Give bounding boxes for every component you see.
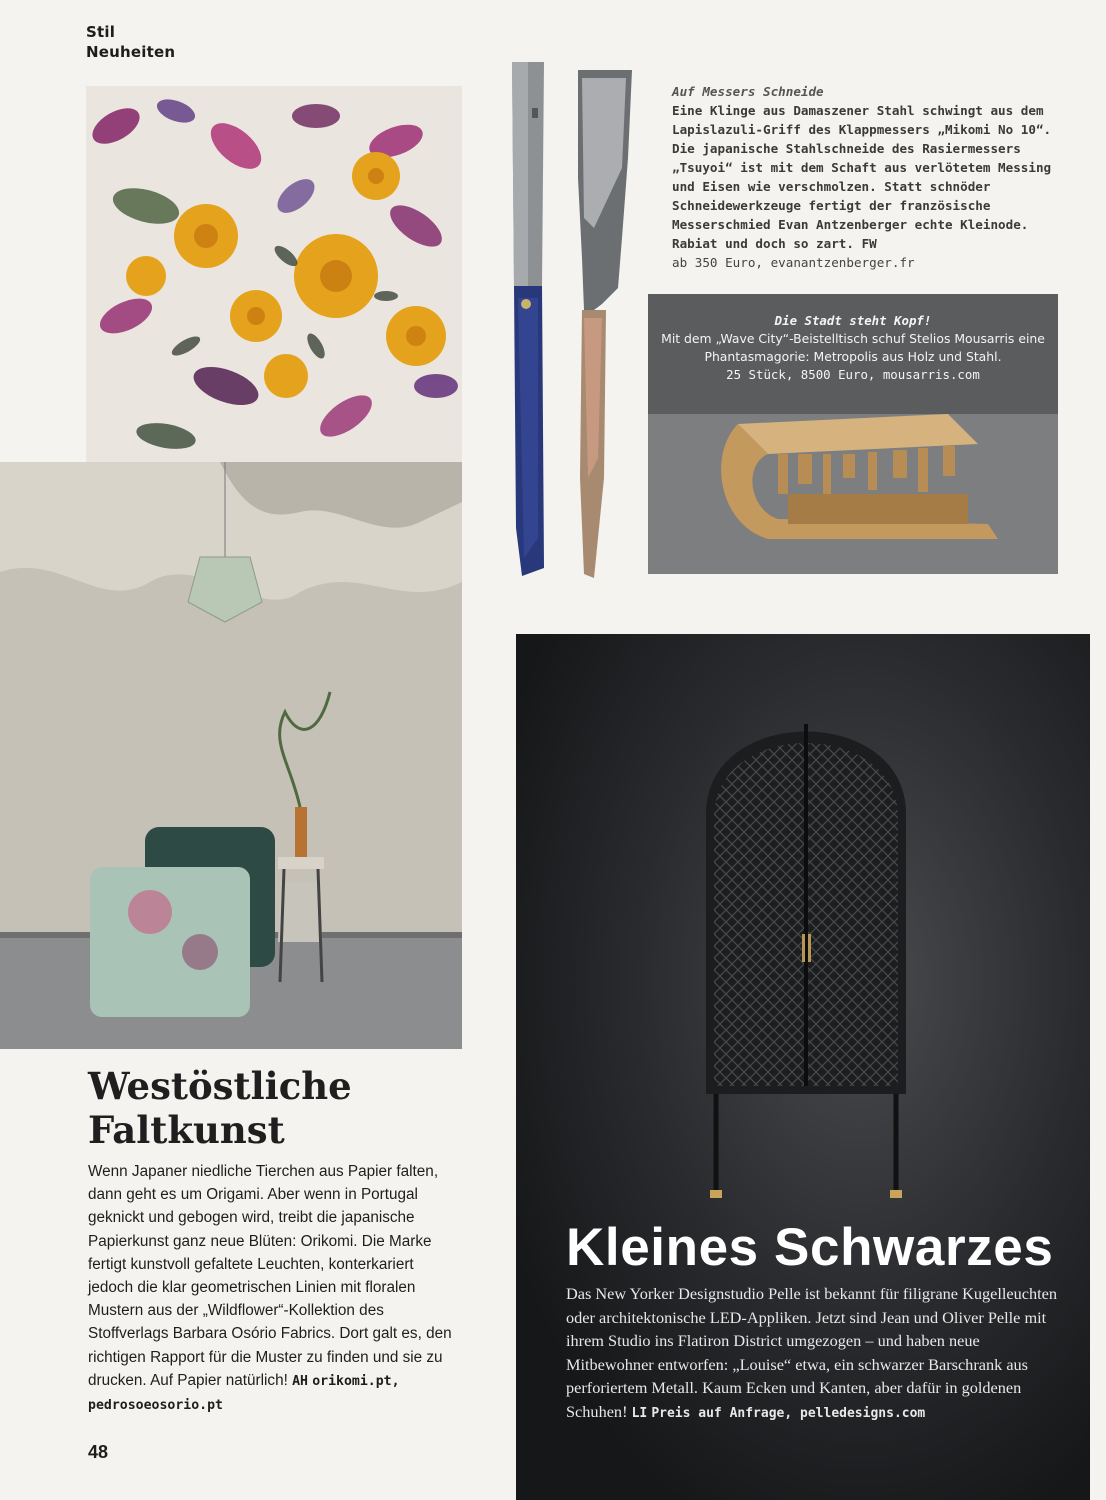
origami-headline-line2: Faltkunst: [88, 1108, 285, 1152]
knives-caption-title: Auf Messers Schneide: [672, 84, 824, 99]
cabinet-body: [566, 1282, 1066, 1426]
table-caption-meta: 25 Stück, 8500 Euro, mousarris.com: [726, 367, 980, 382]
origami-meta: orikomi.pt, pedrosoeosorio.pt: [88, 1373, 400, 1414]
origami-author: AH: [292, 1373, 308, 1389]
cabinet-meta: Preis auf Anfrage, pelledesigns.com: [651, 1405, 926, 1421]
origami-headline-line1: Westöstliche: [88, 1064, 352, 1108]
knives-photo: [498, 58, 638, 580]
knives-caption-body: [672, 101, 1052, 253]
room-scene-graphic: [0, 462, 462, 1049]
origami-body-text: Wenn Japaner niedliche Tierchen aus Papier falten, dann geht es um Origami. Aber wenn in Portugal geknickt und gebogen wird, treibt die japanische Papierkunst ganz neue Blüten: Orikomi. Die Marke fertigt kunstvoll gefaltete Leuchten, konterkariert jedoch die klar geometrischen Linien mit floralen Mustern aus der „Wildflower“-Kollektion des Stoffverlags Barbara Osório Fabrics. Dort galt es, den richtigen Rapport für die Muster zu finden und sie zu drucken. Auf Papier natürlich!: [88, 1163, 452, 1389]
origami-headline: [88, 1064, 448, 1152]
cabinet-author: LI: [631, 1405, 648, 1421]
knives-graphic: [498, 58, 638, 580]
table-caption-body: Mit dem „Wave City“-Beistelltisch schuf Stelios Mousarris eine Phantasmagorie: Metropolis aus Holz und Stahl.: [661, 331, 1045, 364]
cabinet-body-text: Das New Yorker Designstudio Pelle ist bekannt für filigrane Kugelleuchten oder architektonische LED-Appliken. Jetzt sind Jean und Oliver Pelle mit ihrem Studio ins Flatiron District umgezogen – und haben neue Mitbewohner entworfen: „Louise“ etwa, ein schwarzer Barschrank aus perforiertem Metall. Kaum Ecken und Kanten, aber dafür in goldenen Schuhen!: [566, 1284, 1058, 1421]
knives-body-text: Eine Klinge aus Damaszener Stahl schwingt aus dem Lapislazuli-Griff des Klappmessers „Mikomi No 10“. Die japanische Stahlschneide des Rasiermessers „Tsuyoi“ ist mit dem Schaft aus verlötetem Messing und Eisen wie verschmolzen. Statt schnöder Schneidewerkzeuge fertigt der französische Messerschmied Evan Antzenberger echte Kleinode. Rabiat und doch so zart.: [672, 103, 1052, 251]
floral-pattern-graphic: [86, 86, 462, 462]
section-subtitle: Neuheiten: [86, 43, 176, 61]
origami-lamp-room-photo: [0, 462, 462, 1049]
knives-author: FW: [861, 236, 877, 251]
section-title: Stil: [86, 23, 116, 41]
section-header: [86, 22, 175, 62]
page-number: 48: [88, 1442, 109, 1462]
table-caption: [648, 312, 1058, 384]
origami-body: [88, 1160, 460, 1417]
knives-caption-meta: ab 350 Euro, evanantzenberger.fr: [672, 255, 915, 270]
table-caption-title: Die Stadt steht Kopf!: [774, 313, 932, 328]
cabinet-headline: Kleines Schwarzes: [566, 1218, 1054, 1277]
knives-caption: [672, 82, 1052, 272]
floral-pattern-photo: [86, 86, 462, 462]
